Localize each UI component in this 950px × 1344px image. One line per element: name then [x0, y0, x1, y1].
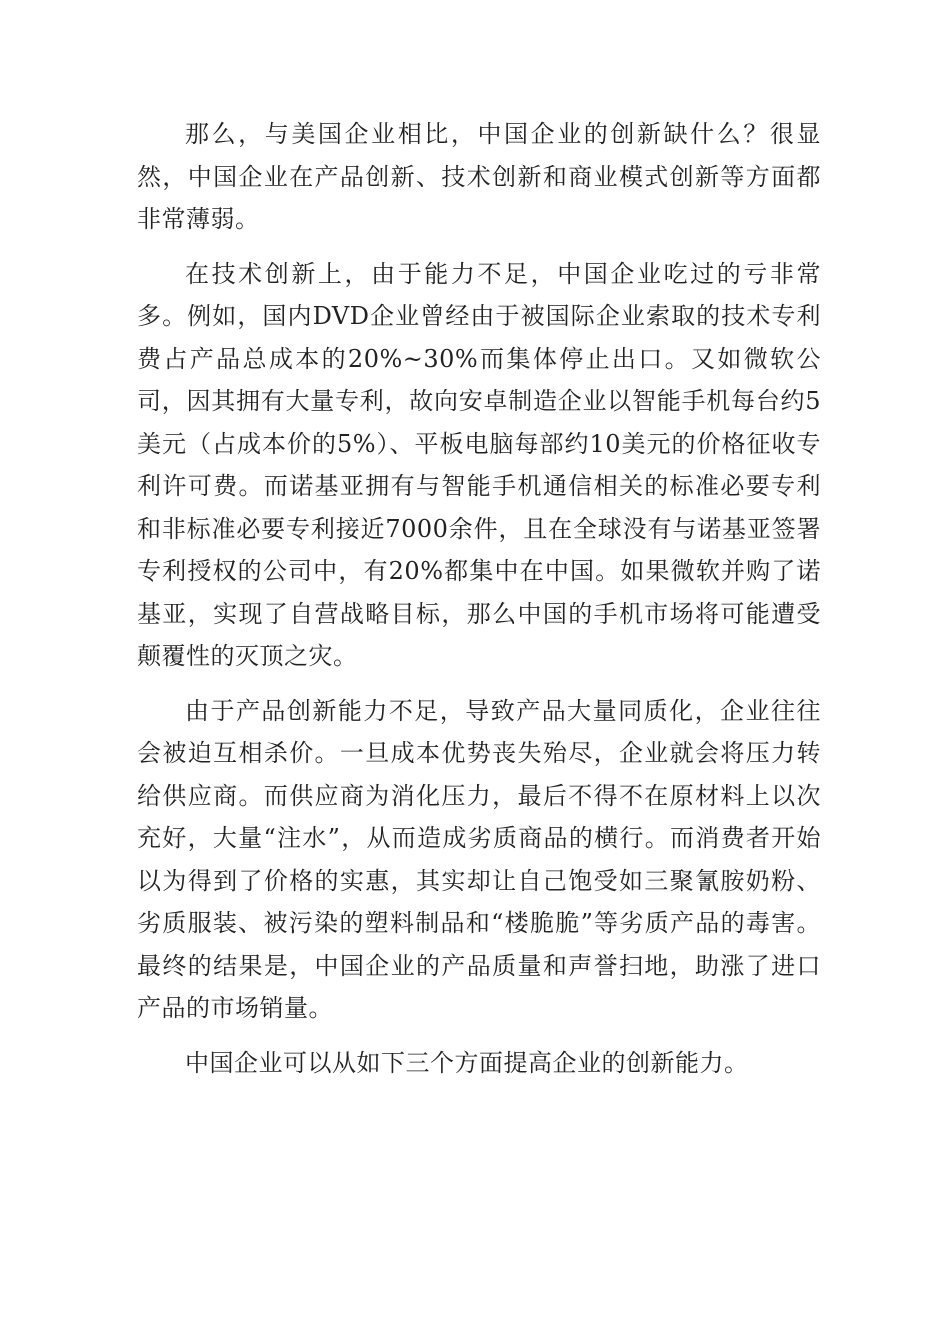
- paragraph-conclusion: 中国企业可以从如下三个方面提高企业的创新能力。: [185, 1048, 749, 1077]
- paragraph-product-innovation: 由于产品创新能力不足，导致产品大量同质化，企业往往会被迫互相杀价。一旦成本优势丧失殆尽，企业就会将压力转给供应商。而供应商为消化压力，最后不得不在原材料上以次充好，大量“注水”，从而造成劣质商品的横行。而消费者开始以为得到了价格的实惠，其实却让自己饱受如三聚氰胺奶粉、劣质服装、被污染的塑料制品和“楼脆脆”等劣质产品的毒害。最终的结果是，中国企业的产品质量和声誉扫地，助涨了进口产品的市场销量。: [137, 696, 821, 1022]
- paragraph-innovation-gap: 那么，与美国企业相比，中国企业的创新缺什么？很显然，中国企业在产品创新、技术创新和商业模式创新等方面都非常薄弱。: [137, 120, 821, 233]
- paragraph-technology-innovation: 在技术创新上，由于能力不足，中国企业吃过的亏非常多。例如，国内DVD企业曾经由于被国际企业索取的技术专利费占产品总成本的20%~30%而集体停止出口。又如微软公司，因其拥有大量专利，故向安卓制造企业以智能手机每台约5美元（占成本价的5%）、平板电脑每部约10美元的价格征收专利许可费。而诺基亚拥有与智能手机通信相关的标准必要专利和非标准必要专利接近7000余件，且在全球没有与诺基亚签署专利授权的公司中，有20%都集中在中国。如果微软并购了诺基亚，实现了自营战略目标，那么中国的手机市场将可能遭受颠覆性的灭顶之灾。: [137, 259, 821, 670]
- document-body: [137, 113, 821, 1096]
